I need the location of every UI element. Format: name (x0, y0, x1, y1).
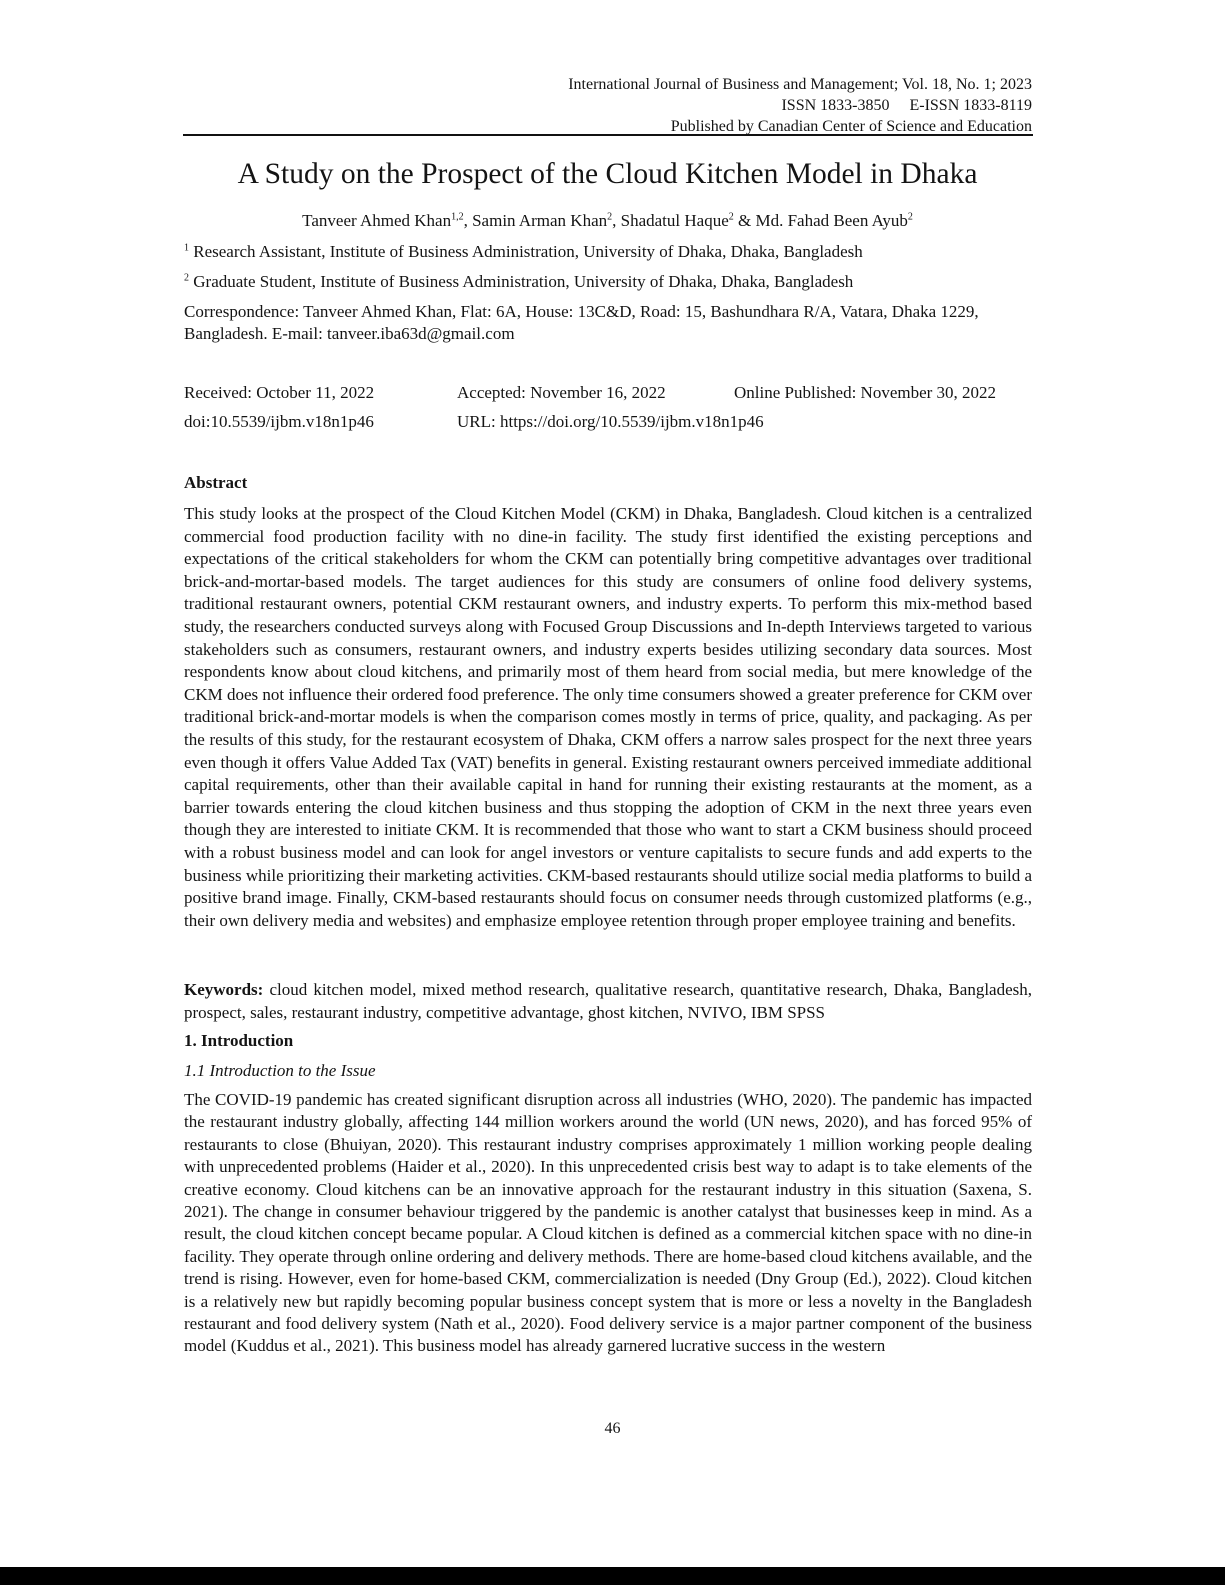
journal-header (184, 74, 1032, 137)
publication-dates (184, 382, 1032, 404)
author-affiliation-mark: 2 (607, 211, 613, 223)
author-affiliation-mark: 1,2 (451, 211, 464, 223)
author-affiliation-mark: 2 (907, 211, 913, 223)
affiliation-mark: 1 (184, 242, 189, 254)
doi-url[interactable]: URL: https://doi.org/10.5539/ijbm.v18n1p46 (457, 412, 764, 431)
section-heading-introduction: 1. Introduction (184, 1031, 294, 1050)
received-date: Received: October 11, 2022 (184, 383, 375, 402)
author-name: & Md. Fahad Been Ayub (733, 211, 908, 230)
correspondence: Correspondence: Tanveer Ahmed Khan, Flat: 6A, House: 13C&D, Road: 15, Bashundhara R/A, Vatara, Dhaka 1229, Bangladesh. E-mail: tanveer.iba63d@gmail.com (184, 302, 979, 343)
keywords (184, 979, 1032, 1024)
online-published-date: Online Published: November 30, 2022 (734, 383, 997, 402)
paper-title: A Study on the Prospect of the Cloud Kitchen Model in Dhaka (237, 158, 978, 190)
affiliation-text: Graduate Student, Institute of Business Administration, University of Dhaka, Dhaka, Bangladesh (189, 272, 854, 291)
keywords-list: cloud kitchen model, mixed method research, qualitative research, quantitative research, Dhaka, Bangladesh, prospect, sales, restaurant industry, competitive advantage, ghost kitchen, NVIVO, IBM SPSS (184, 980, 1032, 1022)
journal-citation: International Journal of Business and Management; Vol. 18, No. 1; 2023 (568, 76, 1032, 93)
author-affiliation-mark: 2 (728, 211, 734, 223)
author-name: Tanveer Ahmed Khan (302, 211, 452, 230)
scan-bottom-edge (0, 1567, 1225, 1585)
publication-identifiers (184, 411, 1032, 433)
author-name: , Samin Arman Khan (463, 211, 608, 230)
subsection-heading: 1.1 Introduction to the Issue (184, 1061, 376, 1080)
publisher-line: Published by Canadian Center of Science and Education (670, 118, 1032, 135)
affiliation-2 (184, 271, 1032, 293)
affiliation-mark: 2 (184, 272, 189, 284)
header-divider (183, 134, 1033, 136)
abstract-body: This study looks at the prospect of the Cloud Kitchen Model (CKM) in Dhaka, Bangladesh. Cloud kitchen is a centralized commercial food production facility with no dine-in facility. The study first identified the existing perceptions and expectations of the critical stakeholders for whom the CKM can potentially bring competitive advantages over traditional brick-and-mortar-based models. The target audiences for this study are consumers of online food delivery systems, traditional restaurant owners, potential CKM restaurant owners, and industry experts. To perform this mix-method based study, the researchers conducted surveys along with Focused Group Discussions and In-depth Interviews targeted to various stakeholders such as consumers, restaurant owners, and industry experts besides utilizing secondary data sources. Most respondents know about cloud kitchens, and primarily most of them heard from social media, but mere knowledge of the CKM does not influence their ordered food preference. The only time consumers showed a greater preference for CKM over traditional brick-and-mortar models is when the comparison comes mostly in terms of price, quality, and packaging. As per the results of this study, for the restaurant ecosystem of Dhaka, CKM offers a narrow sales prospect for the next three years even though it offers Value Added Tax (VAT) benefits in general. Existing restaurant owners perceived immediate additional capital requirements, other than their available capital in hand for running their existing restaurants at the moment, as a barrier towards entering the cloud kitchen business and thus stopping the adoption of CKM in the next three years even though they are interested to initiate CKM. It is recommended that those who want to start a CKM business should proceed with a robust business model and can look for angel investors or venture capitalists to secure funds and add experts to the business while prioritizing their marketing activities. CKM-based restaurants should utilize social media platforms to build a positive brand image. Finally, CKM-based restaurants should focus on consumer needs through customized platforms (e.g., their own delivery media and websites) and emphasize employee retention through proper employee training and benefits. (184, 504, 1032, 930)
keywords-label: Keywords: (184, 980, 264, 999)
page-number: 46 (604, 1420, 621, 1437)
accepted-date: Accepted: November 16, 2022 (457, 383, 666, 402)
issn-line: ISSN 1833-3850 E-ISSN 1833-8119 (781, 97, 1032, 114)
author-list (180, 210, 1035, 232)
affiliation-1 (184, 241, 1032, 263)
doi: doi:10.5539/ijbm.v18n1p46 (184, 412, 374, 431)
introduction-body: The COVID-19 pandemic has created significant disruption across all industries (WHO, 2020). The pandemic has impacted the restaurant industry globally, affecting 144 million workers around the world (UN news, 2020), and has forced 95% of restaurants to close (Bhuiyan, 2020). This restaurant industry comprises approximately 1 million working people dealing with unprecedented problems (Haider et al., 2020). In this unprecedented crisis best way to adapt is to take elements of the creative economy. Cloud kitchens can be an innovative approach for the restaurant industry in this situation (Saxena, S. 2021). The change in consumer behaviour triggered by the pandemic is another catalyst that businesses keep in mind. As a result, the cloud kitchen concept became popular. A Cloud kitchen is defined as a commercial kitchen space with no dine-in facility. They operate through online ordering and delivery methods. There are home-based cloud kitchens available, and the trend is rising. However, even for home-based CKM, commercialization is needed (Dny Group (Ed.), 2022). Cloud kitchen is a relatively new but rapidly becoming popular business concept system that is more or less a novelty in the Bangladesh restaurant and food delivery system (Nath et al., 2020). Food delivery service is a major partner component of the business model (Kuddus et al., 2021). This business model has already garnered lucrative success in the western (184, 1090, 1032, 1356)
affiliation-text: Research Assistant, Institute of Business Administration, University of Dhaka, Dhaka, Bangladesh (189, 242, 863, 261)
abstract-heading: Abstract (184, 473, 248, 492)
author-name: , Shadatul Haque (612, 211, 729, 230)
